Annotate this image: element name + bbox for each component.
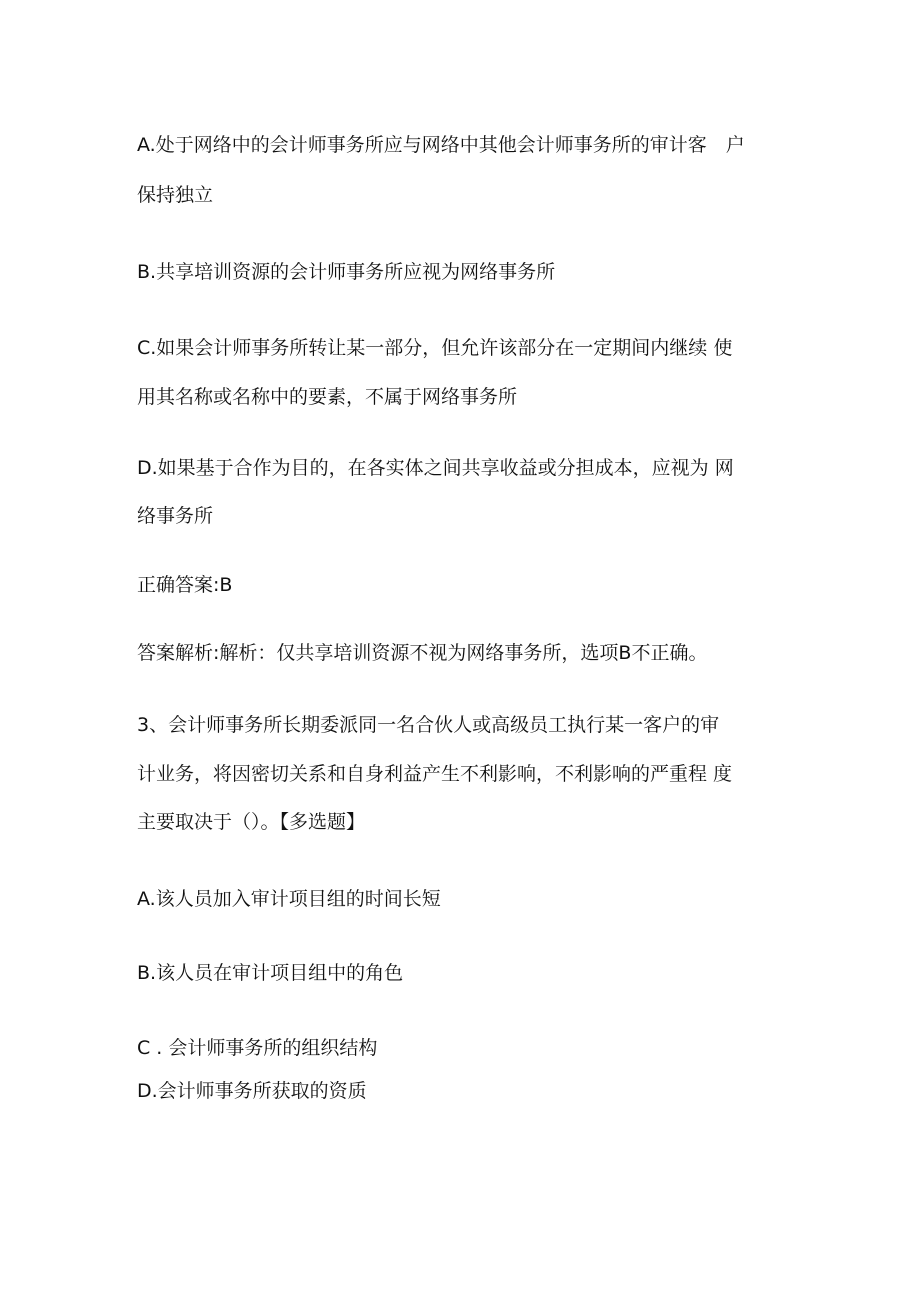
q2-option-c-line1: C.如果会计师事务所转让某一部分，但允许该部分在一定期间内继续 使 bbox=[137, 337, 733, 359]
q2-option-b: B.共享培训资源的会计师事务所应视为网络事务所 bbox=[137, 261, 556, 283]
q3-stem-line1: 3、会计师事务所长期委派同一名合伙人或高级员工执行某一客户的审 bbox=[137, 714, 720, 736]
q3-stem-line3: 主要取决于（）。【多选题】 bbox=[137, 811, 366, 833]
q3-option-c: C . 会计师事务所的组织结构 bbox=[137, 1037, 378, 1059]
q2-option-c-line2: 用其名称或名称中的要素，不属于网络事务所 bbox=[137, 386, 518, 408]
q2-explanation: 答案解析:解析：仅共享培训资源不视为网络事务所，选项B不正确。 bbox=[137, 642, 708, 664]
q2-option-a-line1: A.处于网络中的会计师事务所应与网络中其他会计师事务所的审计客 户 bbox=[137, 134, 745, 156]
q2-answer: 正确答案:B bbox=[137, 574, 233, 596]
q3-option-a: A.该人员加入审计项目组的时间长短 bbox=[137, 888, 441, 910]
q3-stem-line2: 计业务，将因密切关系和自身利益产生不利影响，不利影响的严重程 度 bbox=[137, 763, 733, 785]
q3-option-d: D.会计师事务所获取的资质 bbox=[137, 1080, 367, 1102]
q3-option-b: B.该人员在审计项目组中的角色 bbox=[137, 962, 404, 984]
q2-option-d-line2: 络事务所 bbox=[137, 505, 214, 527]
q2-option-a-line2: 保持独立 bbox=[137, 184, 214, 206]
q2-option-d-line1: D.如果基于合作为目的，在各实体之间共享收益或分担成本，应视为 网 bbox=[137, 457, 734, 479]
